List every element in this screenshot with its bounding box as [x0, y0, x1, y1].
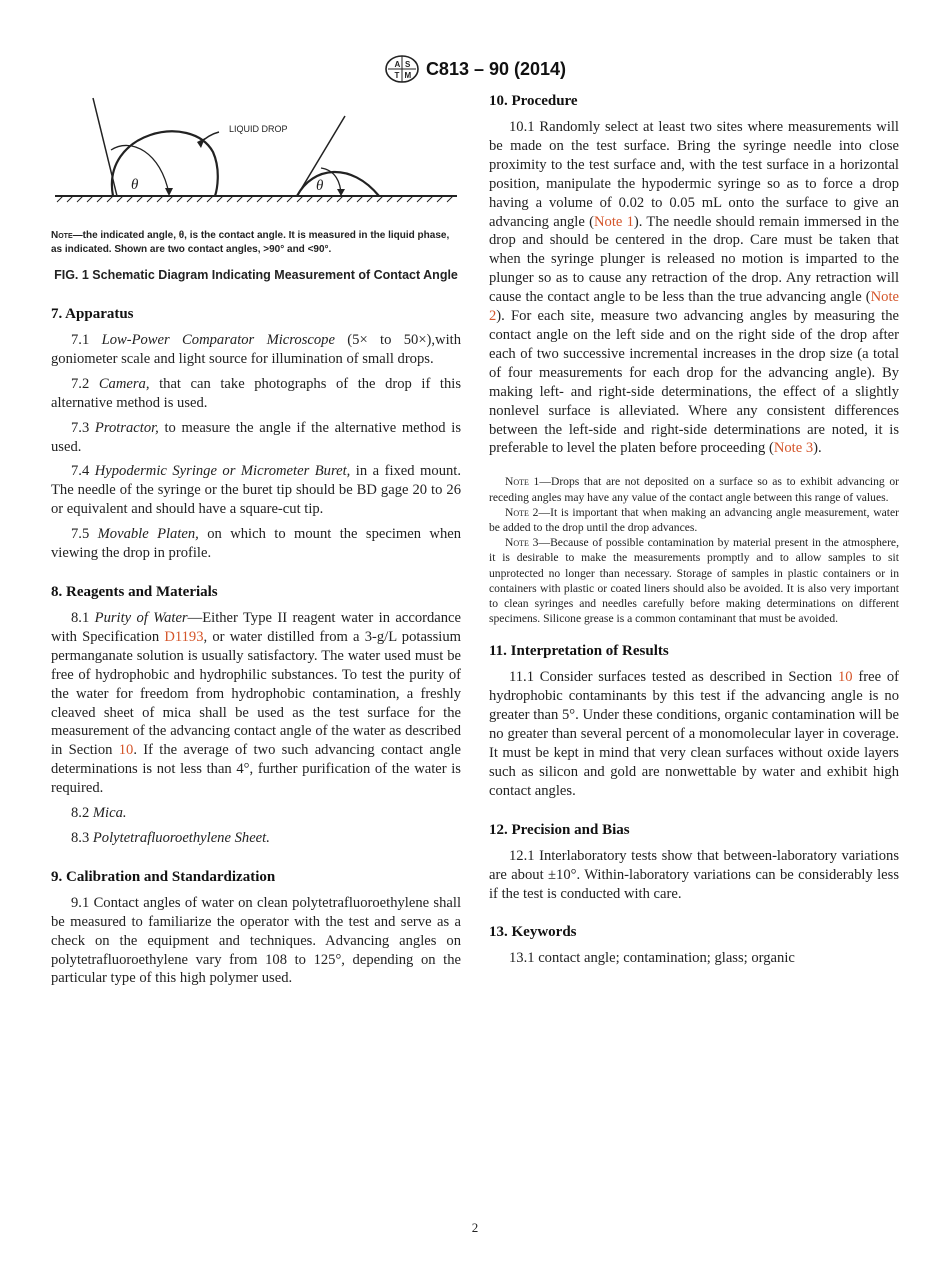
left-column: [51, 92, 461, 994]
para-7-3: [51, 419, 461, 457]
para-9-1: 9.1 Contact angles of water on clean polytetrafluoroethylene shall be measured to familiarize the operator with the test and serve as a check on the equipment and techniques. Advancing angles on polytetrafluoroethylene vary from 108 to 125°, depending on the particular type of this high polymer used.: [51, 894, 461, 987]
section-12-heading: 12. Precision and Bias: [489, 821, 630, 838]
para-10-1-text-c: ). For each site, measure two advancing angles by measuring the contact angle on the left side and on the right side of the drop after each of two successive incremental increases in the drop size (a total of four measurements for each drop for the advancing angle). By making left- and right-side determinations, the effect of a slightly nonlevel surface is alleviated. Where any consistent differences between the left-side and right-side determinations are noted, it is preferable to level the platen before proceeding (: [489, 308, 899, 457]
para-7-2: [51, 375, 461, 413]
para-7-5-number: 7.5: [71, 526, 98, 543]
figure-note-text: —the indicated angle, θ, is the contact angle. It is measured in the liquid phase, as indicated. Shown are two contact angles, >90° and <90°.: [51, 230, 450, 255]
right-arc-arrowhead: [337, 189, 345, 196]
section-10-link[interactable]: 10: [118, 742, 134, 759]
para-8-1: [51, 609, 461, 798]
note-2-link[interactable]: Note 2: [489, 289, 899, 325]
note-3: [489, 535, 899, 626]
section-8-heading: 8. Reagents and Materials: [51, 583, 218, 600]
left-angle-arc: [111, 145, 169, 194]
svg-text:T: T: [394, 71, 400, 80]
section-13-heading: 13. Keywords: [489, 924, 577, 941]
right-column: [489, 92, 899, 974]
contact-angle-figure: [51, 92, 461, 227]
svg-text:A: A: [394, 60, 401, 69]
para-7-4: [51, 462, 461, 519]
note-1-link[interactable]: Note 1: [593, 213, 634, 230]
para-8-2-title: Mica.: [92, 805, 127, 822]
para-7-2-title: Camera,: [98, 375, 150, 392]
para-12-1: 12.1 Interlaboratory tests show that between-laboratory variations are about ±10°. Within-laboratory variations can be considerably less if the test is conducted with care.: [489, 847, 899, 902]
svg-text:M: M: [404, 71, 412, 80]
para-7-1-title: Low-Power Comparator Microscope: [101, 332, 335, 348]
para-10-1: [489, 118, 899, 458]
para-7-5-text: on which to mount the specimen when viewing the drop in profile.: [51, 526, 462, 562]
para-8-3-number: 8.3: [71, 829, 93, 846]
section-7-heading: 7. Apparatus: [51, 306, 134, 322]
para-8-1-text-c: . If the average of two such advancing contact angle determinations is not less than 4°, further purification of the water is required.: [51, 742, 461, 797]
para-7-4-title: Hypodermic Syringe or Micrometer Buret,: [94, 463, 351, 480]
right-theta-symbol: θ: [316, 178, 324, 194]
figure-caption: FIG. 1 Schematic Diagram Indicating Measurement of Contact Angle: [54, 268, 458, 282]
note-2: [489, 505, 899, 535]
para-7-4-text: in a fixed mount. The needle of the syringe or the buret tip should be BD gage 20 to 26 or equivalent and should have a square-cut tip.: [51, 463, 462, 518]
para-13-1: 13.1 contact angle; contamination; glass; organic: [509, 950, 795, 967]
para-8-1-number: 8.1: [71, 609, 95, 626]
para-8-3-title: Polytetrafluoroethylene Sheet.: [92, 829, 270, 846]
d1193-link[interactable]: D1193: [164, 628, 204, 645]
note-1-text: —Drops that are not deposited on a surface so as to exhibit advancing or receding angles may have any value of the contact angle between this range of values.: [489, 475, 899, 504]
document-designation: C813 – 90 (2014): [425, 58, 567, 79]
para-8-2-number: 8.2: [71, 805, 93, 822]
note-3-link[interactable]: Note 3: [773, 440, 814, 457]
section-11-heading: 11. Interpretation of Results: [489, 643, 669, 660]
page-header: [0, 54, 950, 84]
astm-logo-icon: [384, 54, 420, 84]
section-10-ref-link[interactable]: 10: [838, 669, 853, 686]
note-2-text: —It is important that when making an advancing angle measurement, water be added to the drop until the drop advances.: [489, 505, 899, 534]
para-8-3: [51, 829, 461, 848]
para-8-1-title: Purity of Water: [94, 609, 188, 626]
para-7-3-text: to measure the angle if the alternative method is used.: [51, 419, 461, 455]
para-7-1-number: 7.1: [71, 332, 102, 348]
para-7-5: [51, 525, 461, 563]
para-8-1-text-a: —Either Type II reagent water in accordance with Specification: [51, 609, 462, 645]
para-10-1-text-d: ).: [813, 440, 822, 457]
para-7-3-number: 7.3: [71, 419, 95, 436]
para-10-1-text-b: ). The needle should remain immersed in the drop and should be centered in the drop. Care must be taken that when the syringe plunger is released no motion is imparted to the plunger so as to cause any retraction of the drop. Any retraction will cause the contact angle to be less than the true advancing angle (: [489, 213, 899, 306]
note-2-label: Note 2: [505, 505, 539, 519]
note-3-text: —Because of possible contamination by material present in the atmosphere, it is desirable to make the measurements promptly and to allow samples to sit unprotected no longer than necessary. Storage of samples in plastic containers or in containers with plastic or coated liners should also be avoided. It is also very important to clean syringes and needles carefully before making determinations on different specimens. Silicone grease is a common contaminant that must be avoided.: [489, 536, 899, 626]
svg-text:S: S: [404, 60, 411, 69]
para-10-1-text-a: 10.1 Randomly select at least two sites where measurements will be made on the test surface. Bring the syringe needle into close proximity to the test surface and, with the test surface in a horizontal position, manipulate the hypodermic syringe so as to force a drop having a volume of 0.02 to 0.05 mL onto the surface to give an advancing angle (: [489, 119, 899, 230]
note-3-label: Note 3: [505, 536, 539, 550]
left-theta-symbol: θ: [131, 177, 139, 193]
para-7-2-number: 7.2: [71, 375, 99, 392]
section-9-heading: 9. Calibration and Standardization: [51, 868, 276, 885]
para-7-5-title: Movable Platen,: [97, 526, 199, 543]
note-1-label: Note 1: [505, 475, 540, 489]
figure-note: [51, 229, 461, 257]
figure-note-label: Note: [51, 230, 73, 241]
left-tangent-line: [93, 98, 117, 196]
para-7-1: [51, 331, 461, 369]
para-11-1: [489, 668, 899, 800]
para-11-1-text-a: 11.1 Consider surfaces tested as described in Section: [509, 669, 838, 686]
para-11-1-text-b: free of hydrophobic contaminants by this test if the advancing angle is no greater than 5°. Under these conditions, organic contamination will be no greater than several percent of a monomolecular layer in coverage. It must be kept in mind that very clean surfaces without oxide layers such as silicon and gold are nonwettable by water and exhibit high contact angles.: [489, 669, 899, 799]
left-arc-arrowhead: [165, 188, 173, 196]
para-8-1-text-b: , or water distilled from a 3-g/L potassium permanganate solution is usually satisfactory. The water used must be free of hydrophobic and hydrophilic substances. To test the purity of the water for freedom from hydrophobic contamination, a freshly cleaved sheet of mica shall be used as the test surface for the measurement of the advancing contact angle of the water as described in Section: [51, 628, 461, 759]
para-8-2: [51, 804, 461, 823]
note-1: [489, 474, 899, 504]
para-7-2-text: that can take photographs of the drop if this alternative method is used.: [51, 375, 462, 411]
para-7-3-title: Protractor,: [94, 419, 159, 436]
contact-angle-diagram: [51, 92, 461, 227]
para-7-1-text: (5× to 50×),with goniometer scale and light source for illumination of small drops.: [51, 332, 462, 367]
page-number: 2: [471, 1220, 479, 1235]
liquid-drop-label: LIQUID DROP: [229, 124, 288, 134]
para-7-4-number: 7.4: [71, 463, 95, 480]
section-10-heading: 10. Procedure: [489, 93, 578, 109]
